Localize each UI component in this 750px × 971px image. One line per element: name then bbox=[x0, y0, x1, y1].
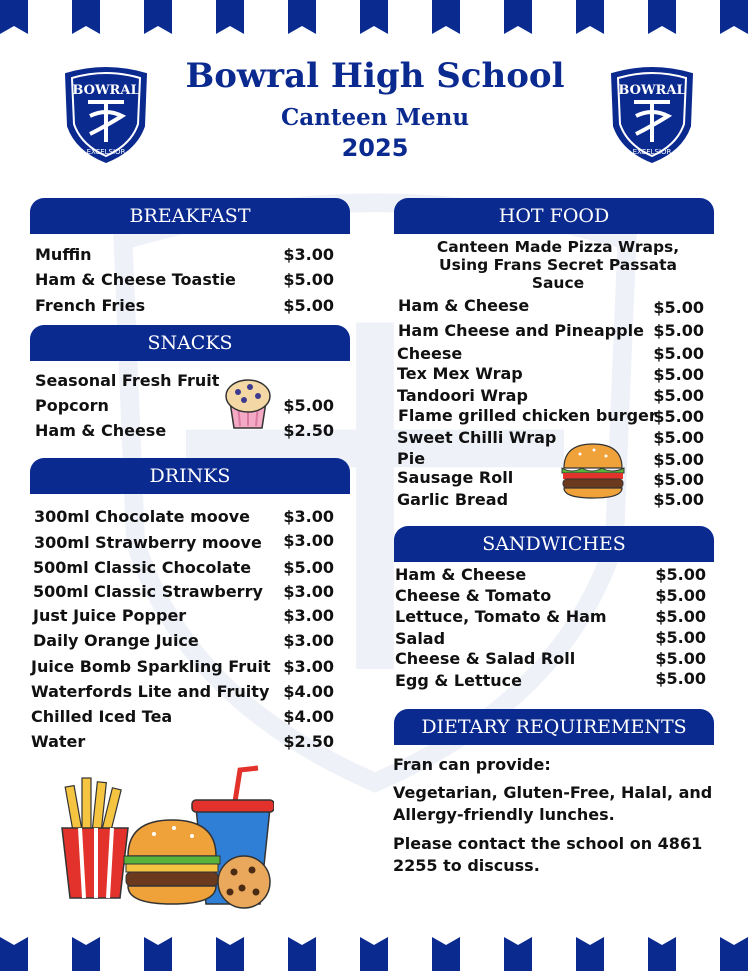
logo-motto: EXCELSIOR bbox=[86, 148, 126, 156]
logo-motto: EXCELSIOR bbox=[632, 148, 672, 156]
drinks-item-price: $3.00 bbox=[283, 531, 334, 550]
bottom-pennant-border bbox=[0, 935, 750, 971]
snacks-item-name: Popcorn bbox=[35, 396, 109, 415]
sandwiches-item-name: Lettuce, Tomato & Ham bbox=[395, 607, 607, 626]
hot-food-item-price: $5.00 bbox=[653, 321, 704, 340]
breakfast-item-name: Muffin bbox=[35, 245, 92, 264]
cookie-icon bbox=[218, 856, 270, 908]
muffin-icon bbox=[222, 374, 274, 430]
sandwiches-banner: SANDWICHES bbox=[394, 526, 714, 562]
sandwiches-item-price: $5.00 bbox=[655, 649, 706, 668]
drinks-item-name: Chilled Iced Tea bbox=[31, 707, 173, 726]
sandwiches-item-name: Egg & Lettuce bbox=[395, 671, 522, 690]
drinks-item-name: Juice Bomb Sparkling Fruit bbox=[31, 657, 271, 676]
breakfast-banner: BREAKFAST bbox=[30, 198, 350, 234]
snacks-item-name: Seasonal Fresh Fruit bbox=[35, 371, 220, 390]
hot-food-note-line: Using Frans Secret Passata bbox=[438, 256, 678, 274]
drinks-banner: DRINKS bbox=[30, 458, 350, 494]
burger-icon bbox=[124, 820, 220, 904]
menu-year: 2025 bbox=[341, 134, 409, 162]
drinks-item-name: Daily Orange Juice bbox=[33, 631, 199, 650]
hot-food-item-price: $5.00 bbox=[653, 386, 704, 405]
hot-food-item-price: $5.00 bbox=[653, 428, 704, 447]
dietary-options-line: Vegetarian, Gluten-Free, Halal, and bbox=[393, 783, 713, 802]
drinks-item-name: Water bbox=[31, 732, 86, 751]
snacks-item-name: Ham & Cheese bbox=[35, 421, 167, 440]
hot-food-item-price: $5.00 bbox=[653, 450, 704, 469]
breakfast-item-price: $3.00 bbox=[283, 245, 334, 264]
dietary-banner: DIETARY REQUIREMENTS bbox=[394, 709, 714, 745]
hot-food-banner: HOT FOOD bbox=[394, 198, 714, 234]
sandwiches-item-price: $5.00 bbox=[655, 669, 706, 688]
hot-food-item-name: Ham Cheese and Pineapple bbox=[398, 321, 644, 340]
hot-food-item-price: $5.00 bbox=[653, 490, 704, 509]
dietary-contact-line: Please contact the school on 4861 bbox=[393, 834, 703, 853]
hot-food-item-name: Garlic Bread bbox=[397, 490, 509, 509]
drinks-item-name: 500ml Classic Strawberry bbox=[33, 582, 263, 601]
breakfast-item-price: $5.00 bbox=[283, 296, 334, 315]
drinks-item-name: Just Juice Popper bbox=[33, 606, 187, 625]
sandwiches-item-name: Ham & Cheese bbox=[395, 565, 527, 584]
drinks-item-name: 500ml Classic Chocolate bbox=[33, 558, 252, 577]
drinks-item-price: $5.00 bbox=[283, 558, 334, 577]
page-title: Bowral High School bbox=[185, 56, 565, 96]
drinks-item-price: $3.00 bbox=[283, 606, 334, 625]
snacks-banner: SNACKS bbox=[30, 325, 350, 361]
sandwiches-item-price: $5.00 bbox=[655, 586, 706, 605]
hot-food-item-name: Tex Mex Wrap bbox=[397, 364, 523, 383]
hot-food-note-line: Canteen Made Pizza Wraps, bbox=[436, 238, 680, 256]
hot-food-item-price: $5.00 bbox=[653, 407, 704, 426]
dietary-intro: Fran can provide: bbox=[393, 755, 551, 774]
drinks-item-price: $3.00 bbox=[283, 657, 334, 676]
hot-food-item-name: Flame grilled chicken burger bbox=[398, 406, 657, 425]
fries-icon bbox=[62, 778, 128, 898]
drinks-item-price: $3.00 bbox=[283, 507, 334, 526]
snacks-item-price: $5.00 bbox=[283, 396, 334, 415]
drinks-item-price: $3.00 bbox=[283, 582, 334, 601]
hot-food-item-price: $5.00 bbox=[653, 344, 704, 363]
fast-food-illustration bbox=[58, 764, 274, 914]
dietary-contact-line: 2255 to discuss. bbox=[393, 856, 540, 875]
hot-food-item-price: $5.00 bbox=[653, 365, 704, 384]
sandwiches-item-price: $5.00 bbox=[655, 607, 706, 626]
top-pennant-border bbox=[0, 0, 750, 36]
breakfast-item-name: French Fries bbox=[35, 296, 146, 315]
sandwiches-item-price: $5.00 bbox=[655, 565, 706, 584]
sandwiches-item-name: Cheese & Tomato bbox=[395, 586, 552, 605]
hot-food-item-name: Cheese bbox=[397, 344, 463, 363]
breakfast-item-price: $5.00 bbox=[283, 270, 334, 289]
drinks-item-name: 300ml Strawberry moove bbox=[34, 533, 262, 552]
hot-food-item-name: Sweet Chilli Wrap bbox=[397, 428, 557, 447]
hot-food-item-name: Ham & Cheese bbox=[398, 296, 530, 315]
hot-food-item-price: $5.00 bbox=[653, 470, 704, 489]
sandwiches-item-name: Salad bbox=[395, 629, 446, 648]
hot-food-item-name: Pie bbox=[397, 449, 426, 468]
page-subtitle: Canteen Menu bbox=[280, 104, 470, 131]
burger-icon bbox=[560, 440, 626, 500]
sandwiches-item-price: $5.00 bbox=[655, 628, 706, 647]
drinks-item-name: Waterfords Lite and Fruity bbox=[31, 682, 270, 701]
logo-text: BOWRAL bbox=[72, 83, 140, 98]
sandwiches-item-name: Cheese & Salad Roll bbox=[395, 649, 576, 668]
drinks-item-price: $2.50 bbox=[283, 732, 334, 751]
drinks-item-name: 300ml Chocolate moove bbox=[34, 507, 251, 526]
hot-food-item-name: Tandoori Wrap bbox=[397, 386, 528, 405]
snacks-item-price: $2.50 bbox=[283, 421, 334, 440]
dietary-options-line: Allergy-friendly lunches. bbox=[393, 805, 615, 824]
hot-food-note-line: Sauce bbox=[531, 274, 585, 292]
hot-food-item-name: Sausage Roll bbox=[397, 468, 514, 487]
logo-text: BOWRAL bbox=[618, 83, 686, 98]
drinks-item-price: $4.00 bbox=[283, 682, 334, 701]
hot-food-item-price: $5.00 bbox=[653, 298, 704, 317]
breakfast-item-name: Ham & Cheese Toastie bbox=[35, 270, 236, 289]
drinks-item-price: $3.00 bbox=[283, 631, 334, 650]
drinks-item-price: $4.00 bbox=[283, 707, 334, 726]
